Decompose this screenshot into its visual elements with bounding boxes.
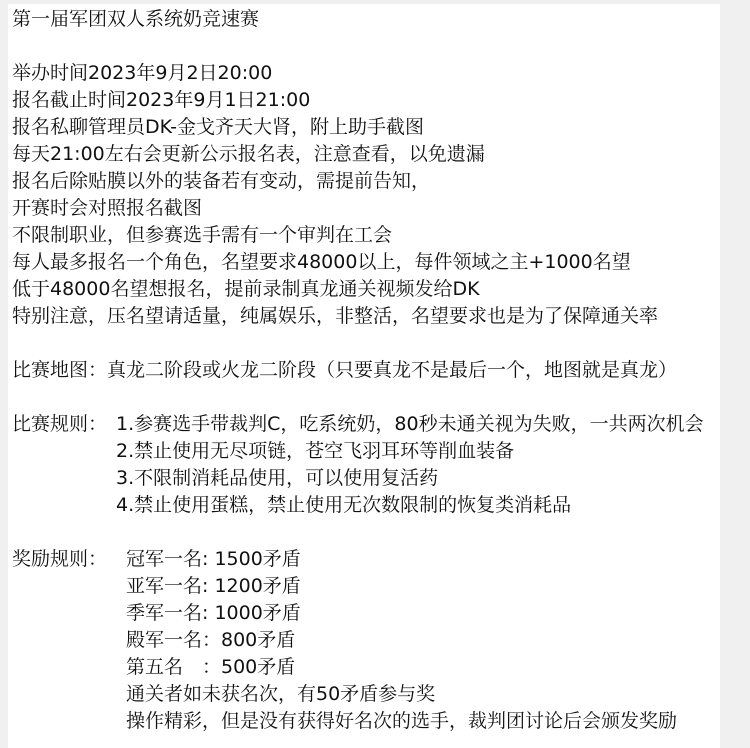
text-line-update: 每天21:00左右会更新公示报名表，注意查看，以免遗漏 xyxy=(12,143,485,165)
awards-label: 奖励规则： xyxy=(12,548,108,570)
document-title: 第一届军团双人系统奶竞速赛 xyxy=(12,8,260,30)
text-line-map: 比赛地图：真龙二阶段或火龙二阶段（只要真龙不是最后一个，地图就是真龙） xyxy=(12,359,678,381)
text-line-screenshot-check: 开赛时会对照报名截图 xyxy=(12,197,203,219)
text-line-fame-requirement: 每人最多报名一个角色，名望要求48000以上，每件领域之主+1000名望 xyxy=(12,251,631,273)
text-line-deadline: 报名截止时间2023年9月1日21:00 xyxy=(12,89,311,111)
text-line-job-limit: 不限制职业，但参赛选手需有一个审判在工会 xyxy=(12,224,393,246)
award-item: 第五名 ：500矛盾 xyxy=(126,656,296,678)
text-line-equipment-change: 报名后除贴膜以外的装备若有变动，需提前告知， xyxy=(12,170,431,192)
rule-item: 4.禁止使用蛋糕，禁止使用无次数限制的恢复类消耗品 xyxy=(116,494,572,516)
text-line-contact: 报名私聊管理员DK-金戈齐天大肾，附上助手截图 xyxy=(12,116,424,138)
award-item: 殿军一名：800矛盾 xyxy=(126,629,296,651)
rule-item: 2.禁止使用无尽项链，苍空飞羽耳环等削血装备 xyxy=(116,440,515,462)
text-line-low-fame: 低于48000名望想报名，提前录制真龙通关视频发给DK xyxy=(12,278,480,300)
award-item: 冠军一名: 1500矛盾 xyxy=(126,548,301,570)
award-item: 季军一名: 1000矛盾 xyxy=(126,602,301,624)
text-line-hold-time: 举办时间2023年9月2日20:00 xyxy=(12,62,273,84)
text-line-special-note: 特别注意，压名望请适量，纯属娱乐，非整活，名望要求也是为了保障通关率 xyxy=(12,305,659,327)
rule-item: 3.不限制消耗品使用，可以使用复活药 xyxy=(116,467,439,489)
award-item: 操作精彩，但是没有获得好名次的选手，裁判团讨论后会颁发奖励 xyxy=(126,710,678,732)
rule-item: 1.参赛选手带裁判C，吃系统奶，80秒未通关视为失败，一共两次机会 xyxy=(116,413,704,435)
award-item: 通关者如未获名次，有50矛盾参与奖 xyxy=(126,683,436,705)
document-page xyxy=(8,4,720,748)
rules-label: 比赛规则： xyxy=(12,413,108,435)
award-item: 亚军一名: 1200矛盾 xyxy=(126,575,301,597)
